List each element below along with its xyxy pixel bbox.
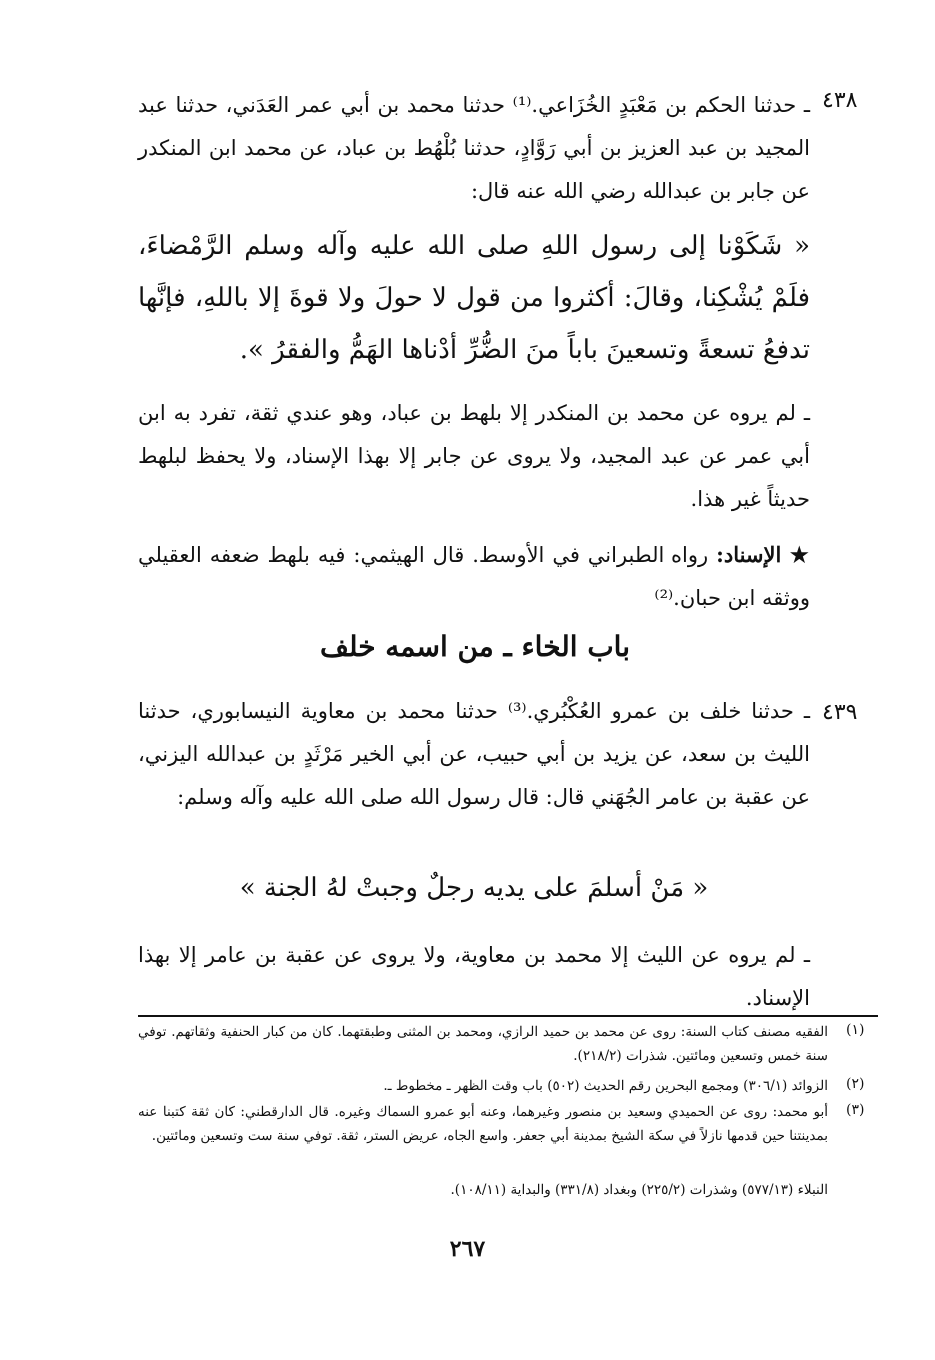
footnote-marker: (٣) bbox=[846, 1102, 865, 1118]
entry-chain-text: ـ حدثنا الحكم بن مَعْبَدٍ الخُزَاعي.⁽¹⁾ حدثنا محمد بن أبي عمر العَدَني، حدثنا عبد المجيد بن عبد العزيز بن أبي رَوَّادٍ، حدثنا بُلْهُط بن عباد، عن محمد ابن المنكدر عن جابر بن عبدالله رضي الله عنه قال: bbox=[138, 93, 811, 203]
footnote-text: الزوائد (٣٠٦/١) ومجمع البحرين رقم الحديث (٥٠٢) باب وقت الظهر ـ مخطوط ـ. bbox=[383, 1078, 828, 1094]
entry-number: ٤٣٨ bbox=[822, 88, 858, 113]
page-number: ٢٦٧ bbox=[449, 1236, 486, 1262]
entry-remark: ـ لم يروه عن الليث إلا محمد بن معاوية، ولا يروى عن عقبة بن عامر إلا بهذا الإسناد. bbox=[138, 943, 810, 1010]
footnote-separator bbox=[138, 1015, 878, 1017]
entry-chain-text: ـ حدثنا خلف بن عمرو العُكْبُري.⁽³⁾ حدثنا محمد بن معاوية النيسابوري، حدثنا الليث بن سعد، عن يزيد بن أبي حبيب، عن أبي الخير مَرْثَدٍ بن عبدالله اليزني، عن عقبة بن عامر الجُهَني قال: قال رسول الله صلى الله عليه وآله وسلم: bbox=[138, 699, 810, 809]
entry-remark: ـ لم يروه عن محمد بن المنكدر إلا بلهط بن عباد، وهو عندي ثقة، تفرد به ابن أبي عمر عن عبد المجيد، ولا يروى عن جابر إلا بهذا الإسناد، ولا يحفظ لبلهط حديثاً غير هذا. bbox=[138, 401, 810, 511]
isnad-text: رواه الطبراني في الأوسط. قال الهيثمي: فيه بلهط ضعفه العقيلي ووثقه ابن حبان.⁽²⁾ bbox=[138, 543, 810, 610]
footnote-text: أبو محمد: روى عن الحميدي وسعيد بن منصور وغيرهما، وعنه أبو عمرو السماك وغيره. قال الدارقطني: كان ثقة كتبنا عنه بمدينتنا حين قدمها نازلاً في سكة الشيخ بمدينة أبي جعفر. واسع الجاه، عريض الستر، ثقة. توفي سنة ست وتسعين ومائتين. bbox=[138, 1104, 828, 1144]
isnad-paragraph bbox=[138, 533, 810, 620]
hadith-text: « مَنْ أسلمَ على يديه رجلٌ وجبتْ لهُ الجنة » bbox=[239, 873, 709, 903]
footnote-text: الفقيه مصنف كتاب السنة: روى عن محمد بن حميد الرازي، ومحمد بن المثنى وطبقتهما. كان من كبار الحنفية وثقاتهم. توفي سنة خمس وتسعين ومائتين. شذرات (٢١٨/٢). bbox=[138, 1024, 828, 1064]
entry-number: ٤٣٩ bbox=[822, 700, 858, 725]
chapter-title: باب الخاء ـ من اسمه خلف bbox=[319, 630, 631, 663]
footnote-marker: (٢) bbox=[846, 1076, 865, 1092]
footnote-marker: (١) bbox=[846, 1022, 865, 1038]
hadith-text: « شَكَوْنا إلى رسول اللهِ صلى الله عليه وآله وسلم الرَّمْضاءَ، فلَمْ يُشْكِنا، وقالَ: أكثروا من قول لا حولَ ولا قوةَ إلا باللهِ، فإنَّها تدفعُ تسعةً وتسعينَ باباً منَ الضُّرِّ أدْناها الهَمُّ والفقرُ ». bbox=[138, 231, 810, 365]
isnad-label: ★ الإسناد: bbox=[716, 542, 810, 567]
footnote-text: النبلاء (٥٧٧/١٣) وشذرات (٢٢٥/٢) وبغداد (٣٣١/٨) والبداية (١٠٨/١١). bbox=[450, 1182, 828, 1198]
